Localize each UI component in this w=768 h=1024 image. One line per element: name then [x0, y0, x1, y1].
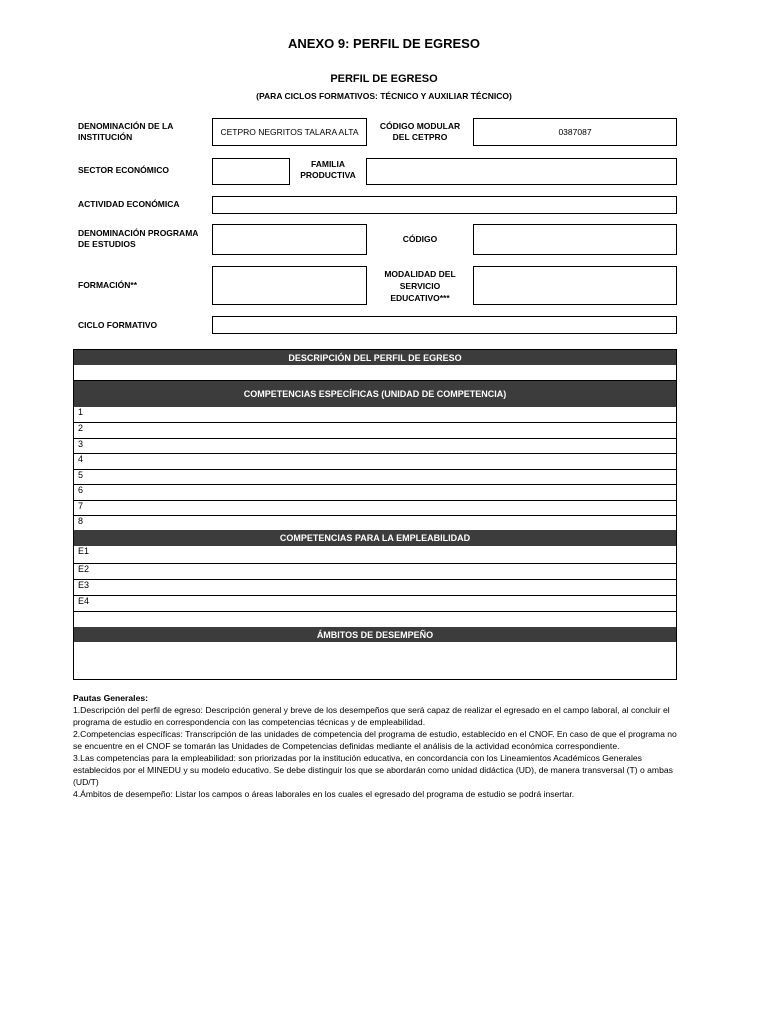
empleabilidad-row[interactable]: E2: [74, 564, 676, 580]
institucion-field[interactable]: CETPRO NEGRITOS TALARA ALTA: [212, 118, 367, 146]
sector-label: SECTOR ECONÓMICO: [78, 165, 169, 175]
ambitos-header: ÁMBITOS DE DESEMPEÑO: [74, 627, 676, 642]
notes-heading: Pautas Generales:: [73, 693, 148, 703]
note-item: 2.Competencias específicas: Transcripción de las unidades de competencia del programa de estudio, establecido en el CNOF. En caso de que el programa no se encuentre en el CNOF se tomarán las Unidades de Competencias definidas mediante el análisis de la actividad económica correspondiente.: [73, 729, 677, 751]
programa-field[interactable]: [212, 224, 367, 255]
competencia-row[interactable]: 2: [74, 423, 676, 439]
formacion-label: FORMACIÓN**: [78, 280, 138, 290]
codigo-modular-field[interactable]: 0387087: [473, 118, 677, 146]
actividad-label: ACTIVIDAD ECONÓMICA: [78, 199, 180, 209]
competencia-row[interactable]: 4: [74, 454, 676, 470]
competencia-row[interactable]: 1: [74, 407, 676, 423]
competencias-header: COMPETENCIAS ESPECÍFICAS (UNIDAD DE COMPETENCIA): [74, 381, 676, 407]
competencia-row[interactable]: 5: [74, 470, 676, 485]
ciclo-field[interactable]: [212, 316, 677, 334]
modalidad-field[interactable]: [473, 266, 677, 305]
empleabilidad-row[interactable]: E3: [74, 580, 676, 596]
actividad-field[interactable]: [212, 196, 677, 214]
note-item: 1.Descripción del perfil de egreso: Descripción general y breve de los desempeños que será capaz de realizar el egresado en el campo laboral, al concluir el programa de estudio en correspondencia con las competencias técnicas y de empleabilidad.: [73, 705, 670, 727]
familia-label: FAMILIA PRODUCTIVA: [300, 159, 356, 180]
form-subtitle: PERFIL DE EGRESO: [330, 73, 438, 85]
form-subnote: (PARA CICLOS FORMATIVOS: TÉCNICO Y AUXILIAR TÉCNICO): [256, 91, 512, 101]
empleabilidad-row[interactable]: E1: [74, 546, 676, 564]
codigo-label: CÓDIGO: [402, 234, 438, 244]
codigo-field[interactable]: [473, 224, 677, 255]
modalidad-label: MODALIDAD DEL SERVICIO EDUCATIVO***: [384, 269, 456, 303]
codigo-modular-label: CÓDIGO MODULAR DEL CETPRO: [379, 121, 461, 142]
competencia-row[interactable]: 3: [74, 439, 676, 454]
note-item: 4.Ámbitos de desempeño: Listar los campos o áreas laborales en los cuales el egresado del programa de estudio se podrá insertar.: [73, 789, 575, 799]
familia-field[interactable]: [366, 158, 677, 185]
competencia-row[interactable]: 6: [74, 485, 676, 501]
note-item: 3.Las competencias para la empleabilidad: son priorizadas por la institución educativa, en concordancia con los Lineamientos Académicos Generales establecidos por el MINEDU y su modelo educativo. Se debe distinguir los que se abordarán como unidad didáctica (UD), de manera transversal (T) o ambas (UD/T): [73, 753, 673, 787]
competencia-row[interactable]: 7: [74, 501, 676, 516]
empleabilidad-row[interactable]: E4: [74, 596, 676, 612]
descripcion-header: DESCRIPCIÓN DEL PERFIL DE EGRESO: [74, 350, 676, 365]
institucion-label: DENOMINACIÓN DE LA INSTITUCIÓN: [78, 121, 174, 142]
sector-field[interactable]: [212, 158, 290, 185]
page-title: ANEXO 9: PERFIL DE EGRESO: [288, 36, 480, 51]
empleabilidad-header: COMPETENCIAS PARA LA EMPLEABILIDAD: [74, 530, 676, 546]
ciclo-label: CICLO FORMATIVO: [78, 320, 158, 330]
pautas-generales: [73, 692, 683, 800]
perfil-table: [73, 349, 677, 680]
empleabilidad-row-blank[interactable]: [74, 612, 676, 627]
ambitos-field[interactable]: [74, 642, 676, 679]
programa-label: DENOMINACIÓN PROGRAMA DE ESTUDIOS: [78, 228, 199, 249]
competencia-row[interactable]: 8: [78, 516, 84, 526]
descripcion-field[interactable]: [74, 365, 676, 381]
formacion-field[interactable]: [212, 266, 367, 305]
